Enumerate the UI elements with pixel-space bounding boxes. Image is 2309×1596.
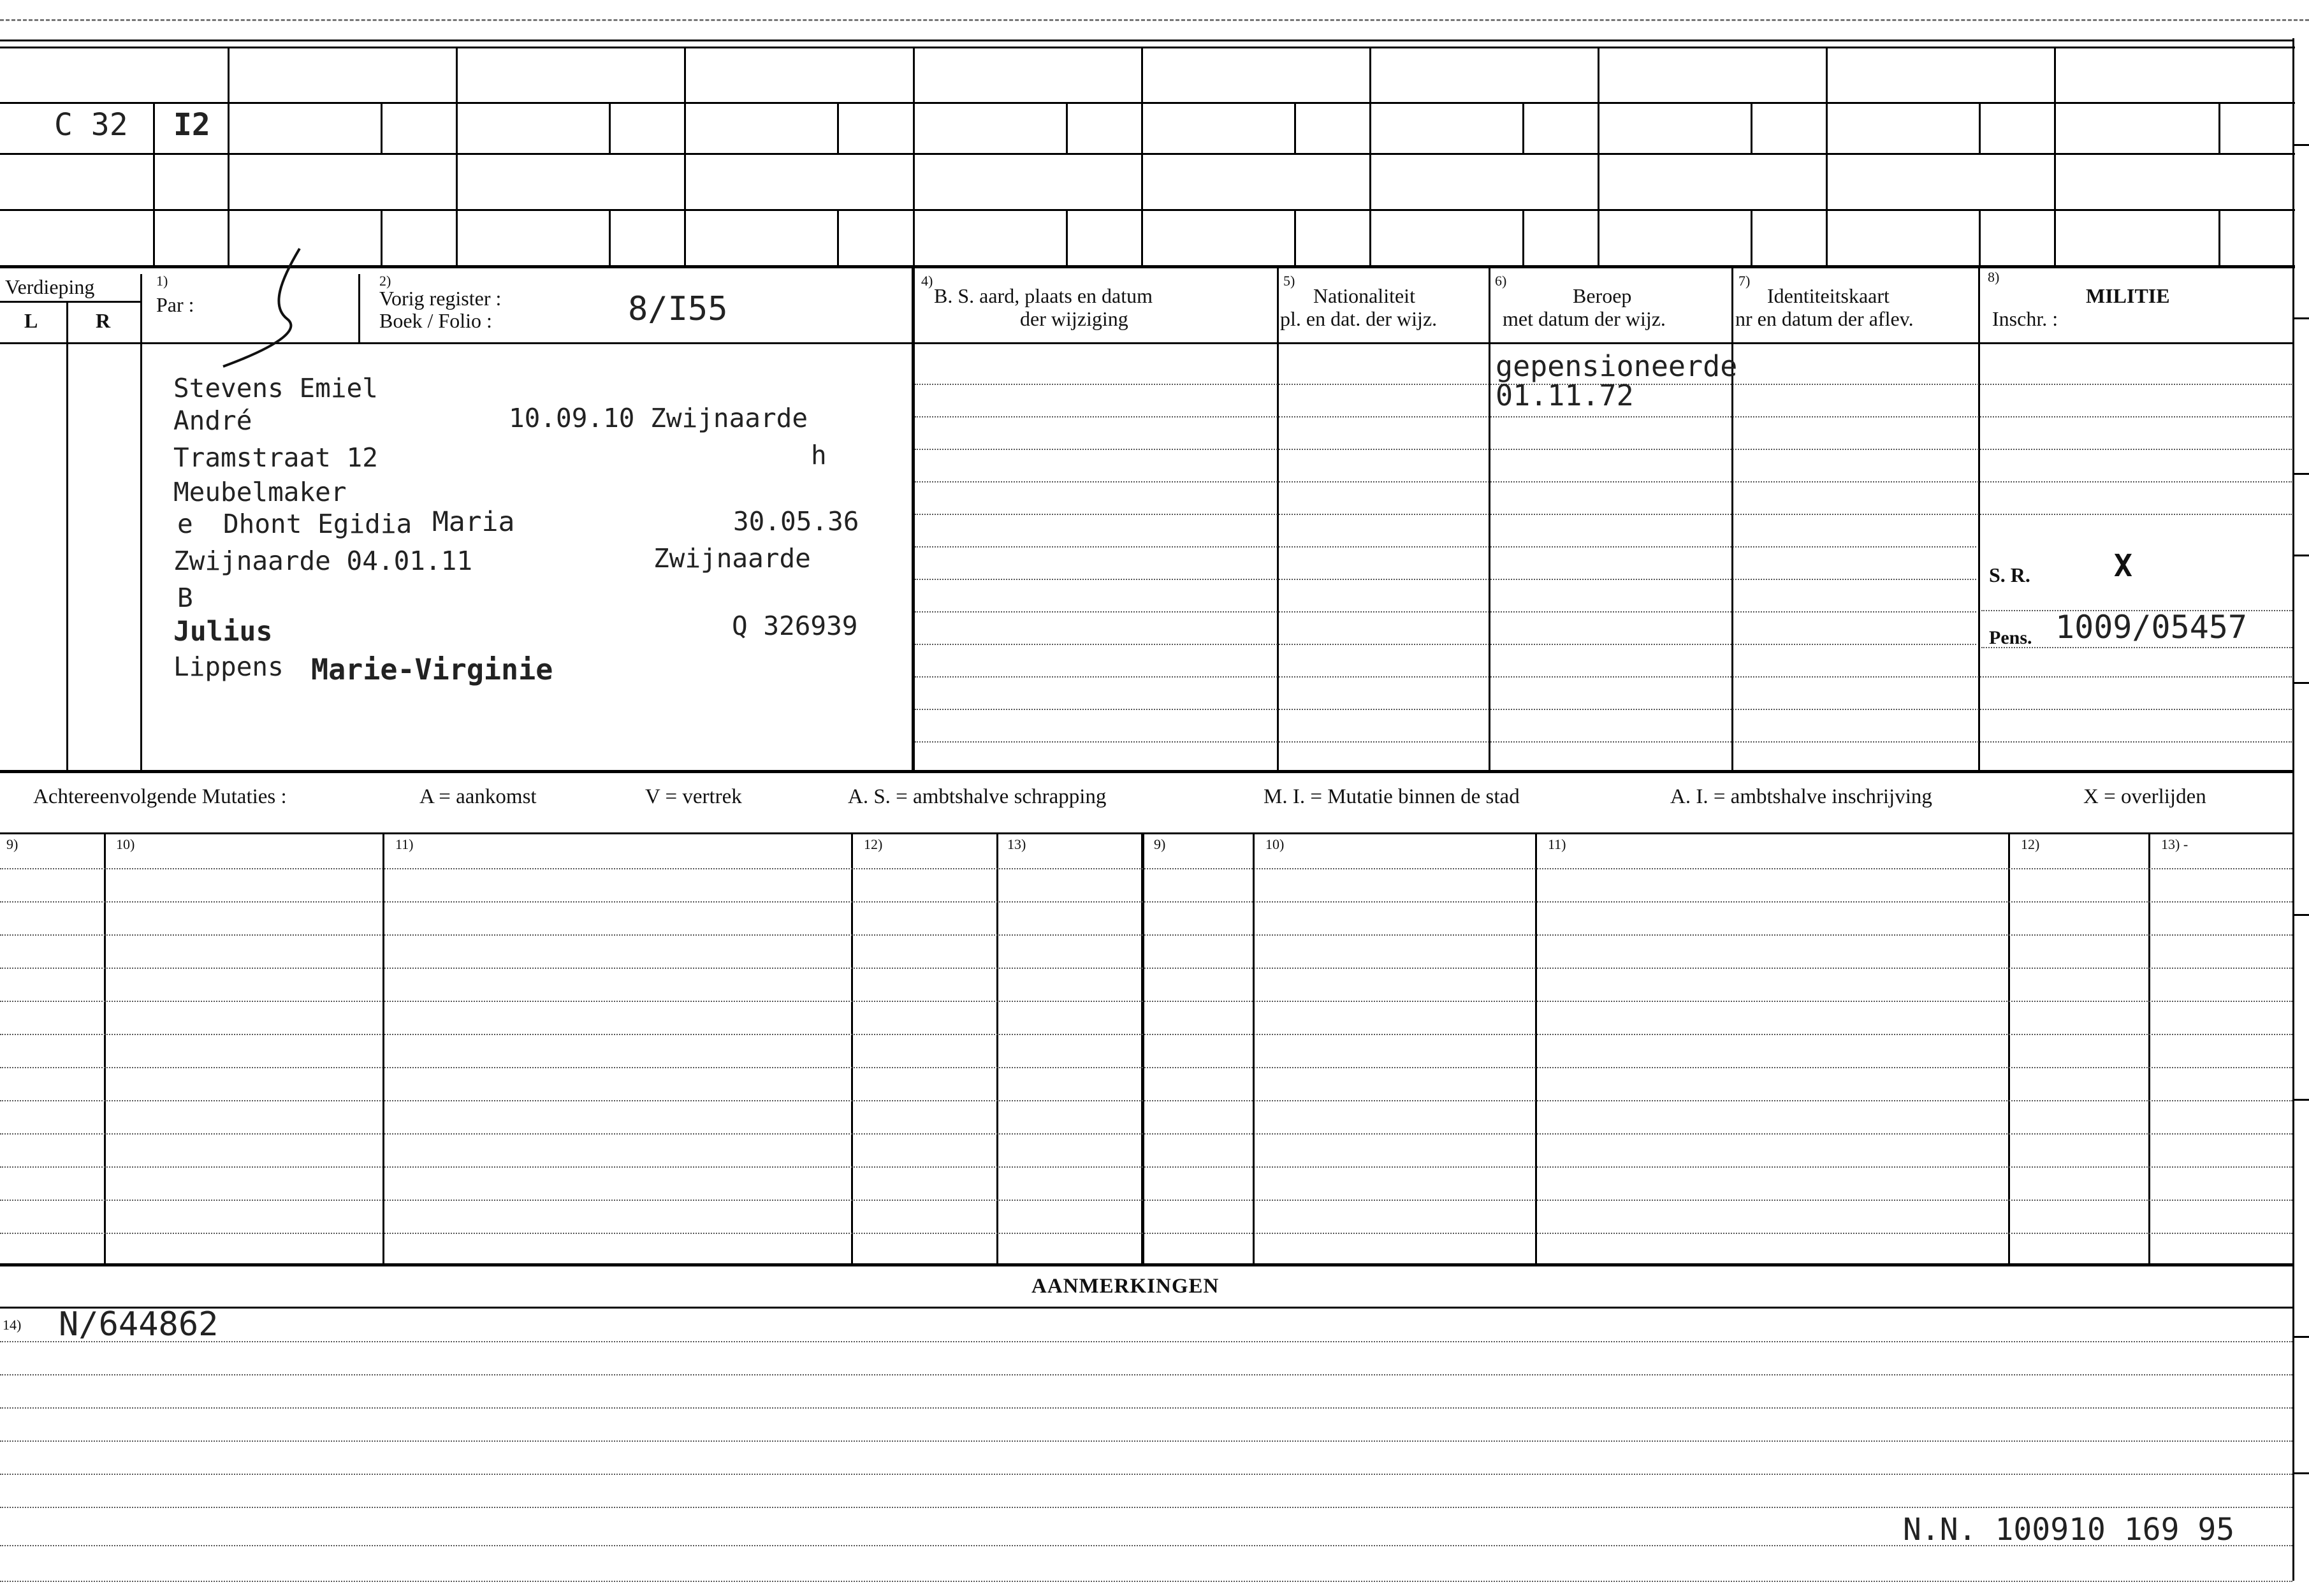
mut-col-9: 9) [6, 836, 18, 852]
legend-vertrek: V = vertrek [645, 785, 742, 808]
mut-col-11: 11) [395, 836, 414, 852]
mut-col-9b: 9) [1154, 836, 1166, 852]
person-name-line: Stevens Emiel [173, 373, 378, 403]
bs-header-line2: der wijziging [1020, 307, 1128, 330]
nationaliteit-line2: pl. en dat. der wijz. [1280, 307, 1438, 330]
beroep-entry-line2: 01.11.72 [1496, 379, 1634, 412]
field-1-number: 1) [156, 273, 168, 289]
bs-header-line1: B. S. aard, plaats en datum [934, 284, 1153, 307]
col-l-label: L [24, 309, 38, 332]
mut-col-12b: 12) [2021, 836, 2040, 852]
aanmerking-value: N/644862 [59, 1305, 219, 1344]
verdieping-label: Verdieping [5, 275, 95, 298]
spouse-name: Dhont Egidia [223, 509, 412, 539]
legend-mutatie: M. I. = Mutatie binnen de stad [1264, 785, 1520, 808]
sr-value: X [2114, 548, 2132, 584]
mut-col-11b: 11) [1548, 836, 1566, 852]
mother-firstnames: Marie-Virginie [311, 653, 553, 686]
pen-stroke-mark [210, 242, 325, 382]
marriage-date: 30.05.36 [733, 506, 859, 537]
person-b: B [177, 583, 193, 613]
person-address-mark: h [811, 440, 827, 470]
person-address: Tramstraat 12 [173, 442, 378, 473]
top-edge [0, 19, 2309, 21]
field-14-number: 14) [3, 1317, 22, 1333]
mutaties-title: Achtereenvolgende Mutaties : [33, 785, 287, 808]
person-occupation: Meubelmaker [173, 477, 347, 507]
mut-col-13b: 13) - [2161, 836, 2189, 852]
register-code: C 32 [54, 107, 128, 143]
beroep-line1: Beroep [1573, 284, 1632, 307]
legend-inschrijving: A. I. = ambtshalve inschrijving [1670, 785, 1932, 808]
inschr-label: Inschr. : [1992, 307, 2058, 330]
spouse-birth: Zwijnaarde 04.01.11 [173, 546, 472, 576]
pens-value: 1009/05457 [2055, 609, 2248, 646]
beroep-entry-line1: gepensioneerde [1496, 349, 1738, 383]
vorig-register-label: Vorig register : [379, 287, 502, 310]
beroep-line2: met datum der wijz. [1503, 307, 1666, 330]
mut-col-10b: 10) [1265, 836, 1285, 852]
mutaties-legend [0, 783, 2292, 821]
field-5-number: 5) [1283, 273, 1295, 289]
mut-col-10: 10) [116, 836, 135, 852]
legend-aankomst: A = aankomst [419, 785, 537, 808]
identiteitskaart-line2: nr en datum der aflev. [1735, 307, 1914, 330]
col-r-label: R [96, 309, 111, 332]
id-number: Q 326939 [732, 611, 858, 641]
pens-label: Pens. [1989, 627, 2032, 648]
mut-col-13: 13) [1007, 836, 1026, 852]
aanmerkingen-title: AANMERKINGEN [1031, 1275, 1220, 1298]
field-6-number: 6) [1495, 273, 1507, 289]
field-7-number: 7) [1738, 273, 1751, 289]
nn-number: N.N. 100910 169 95 [1903, 1512, 2235, 1548]
legend-overlijden: X = overlijden [2083, 785, 2206, 808]
boek-folio-label: Boek / Folio : [379, 309, 492, 332]
par-label: Par : [156, 293, 194, 316]
identiteitskaart-line1: Identiteitskaart [1767, 284, 1890, 307]
sr-label: S. R. [1989, 563, 2030, 586]
mother-surname: Lippens [173, 651, 284, 682]
spouse-prefix: e [177, 509, 193, 539]
nationaliteit-line1: Nationaliteit [1313, 284, 1415, 307]
mut-col-12: 12) [864, 836, 883, 852]
person-firstname: André [173, 405, 252, 436]
register-number: I2 [173, 107, 210, 143]
militie-label: MILITIE [2086, 284, 2170, 307]
legend-schrapping: A. S. = ambtshalve schrapping [848, 785, 1107, 808]
field-8-number: 8) [1988, 269, 2000, 285]
field-2-number: 2) [379, 273, 391, 289]
boek-folio-value: 8/I55 [628, 290, 728, 328]
spouse-birthplace: Zwijnaarde [653, 543, 811, 574]
spouse-name-extra: Maria [432, 506, 515, 538]
field-4-number: 4) [921, 273, 933, 289]
person-birth: 10.09.10 Zwijnaarde [509, 403, 808, 433]
father-name: Julius [173, 616, 273, 648]
